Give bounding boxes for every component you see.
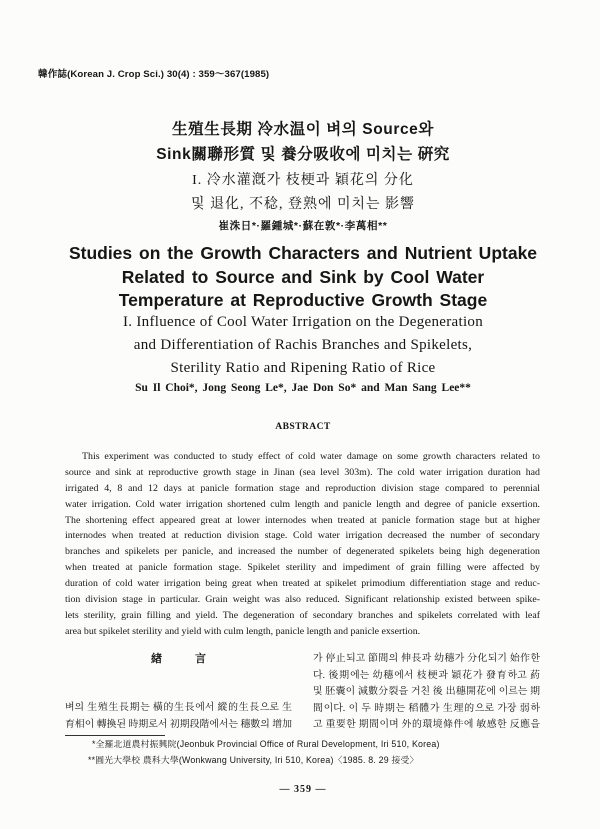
footnote-rule bbox=[65, 735, 165, 736]
korean-subtitle-line: I. 冷水灌漑가 枝梗과 穎花의 分化 bbox=[192, 173, 414, 188]
abstract-line: lets sterility, grain filling and yield. The degeneration of secondary branches and spikelets correlated with leaf bbox=[65, 609, 540, 621]
right-column-line: 고 重要한 期間이며 外的環境條件에 敏感한 反應을 bbox=[313, 719, 540, 730]
abstract-line: tion division stage in particular. Grain weight was also reduced. Significant relationship existed between spike- bbox=[65, 594, 540, 606]
english-subtitle-line: and Differentiation of Rachis Branches and Spikelets, bbox=[133, 337, 473, 353]
english-subtitle-line: Sterility Ratio and Ripening Ratio of Rice bbox=[170, 360, 436, 376]
right-column-line: 間이다. 이 두 時期는 稻體가 生理的으로 가장 弱하 bbox=[313, 702, 540, 714]
korean-title-line: Sink關聯形質 및 養分吸收에 미치는 硏究 bbox=[156, 146, 450, 163]
english-authors: Su Il Choi*, Jong Seong Le*, Jae Don So* and Man Sang Lee** bbox=[135, 382, 471, 394]
korean-authors: 崔洙日*·羅鍾城*·蘇在敦*·李萬相** bbox=[218, 220, 388, 232]
abstract-line: internodes when treated at reduction division stage. Cold water irrigation decreased the number of secondary bbox=[65, 530, 540, 542]
introduction-heading: 緖 言 bbox=[150, 653, 207, 665]
english-title-line: Temperature at Reproductive Growth Stage bbox=[118, 290, 488, 310]
footnote: *全羅北道農村振興院(Jeonbuk Provincial Office of Rural Development, Iri 510, Korea) bbox=[92, 739, 440, 749]
page-number: — 359 — bbox=[279, 784, 327, 795]
abstract-line: when treated at panicle formation stage. Spikelet sterility and impediment of grain filling were affected by bbox=[65, 562, 540, 574]
english-title-line: Studies on the Growth Characters and Nutrient Uptake bbox=[68, 243, 538, 263]
korean-subtitle-line: 및 退化, 不稔, 登熟에 미치는 影響 bbox=[190, 197, 416, 212]
right-column-line: 및 胚囊이 減數分裂을 거친 後 出穗開花에 이르는 期 bbox=[313, 686, 540, 697]
abstract-line: irrigated 4, 8 and 12 days at panicle formation stage and reproduction division stage compared to perennial bbox=[65, 482, 540, 494]
abstract-heading: ABSTRACT bbox=[275, 421, 331, 432]
korean-title-line: 生殖生長期 冷水温이 벼의 Source와 bbox=[172, 121, 434, 138]
abstract-line: This experiment was conducted to study effect of cold water damage on some growth characters related to bbox=[82, 451, 540, 462]
right-column-line: 가 停止되고 節間의 伸長과 幼穗가 分化되기 始作한 bbox=[313, 653, 540, 664]
english-title-line: Related to Source and Sink by Cool Water bbox=[121, 267, 485, 287]
english-subtitle-line: I. Influence of Cool Water Irrigation on the Degeneration bbox=[122, 314, 484, 330]
abstract-line: branches and spikelets per panicle, and increased the number of degenerated spikelets being high degeneration bbox=[65, 546, 540, 558]
right-column bbox=[313, 651, 540, 734]
footnote: **圓光大學校 農科大學(Wonkwang University, Iri 510, Korea)〈1985. 8. 29 接受〉 bbox=[88, 755, 419, 765]
abstract-line: The shortening effect appeared great at lower internodes when treated at panicle formation stage but at higher bbox=[65, 514, 540, 526]
journal-citation: 韓作誌(Korean J. Crop Sci.) 30(4) : 359～367(1985) bbox=[38, 69, 270, 80]
abstract-line: duration of cold water irrigation being great when treated at spikelet primodium differentiation stage and reduc- bbox=[65, 578, 540, 590]
abstract-line: source and sink at reproductive growth stage in Jinan (sea level 303m). The cold water irrigation duration had bbox=[65, 466, 540, 478]
left-column bbox=[65, 700, 292, 733]
abstract-line: water irrigation. Cold water irrigation shortened culm length and panicle length and degree of panicle exsertion. bbox=[65, 498, 540, 510]
abstract-body bbox=[65, 449, 540, 640]
left-column-line: 育相이 轉換된 時期로서 初期段階에서는 穗數의 增加 bbox=[65, 718, 292, 730]
abstract-line: area but spikelet sterility and yield with culm length, panicle length and panicle exsertion. bbox=[65, 625, 421, 637]
left-column-line: 벼의 生殖生長期는 橫的生長에서 縱的生長으로 生 bbox=[65, 702, 292, 713]
right-column-line: 다. 後期에는 幼穗에서 枝梗과 穎花가 發育하고 葯 bbox=[313, 669, 540, 681]
